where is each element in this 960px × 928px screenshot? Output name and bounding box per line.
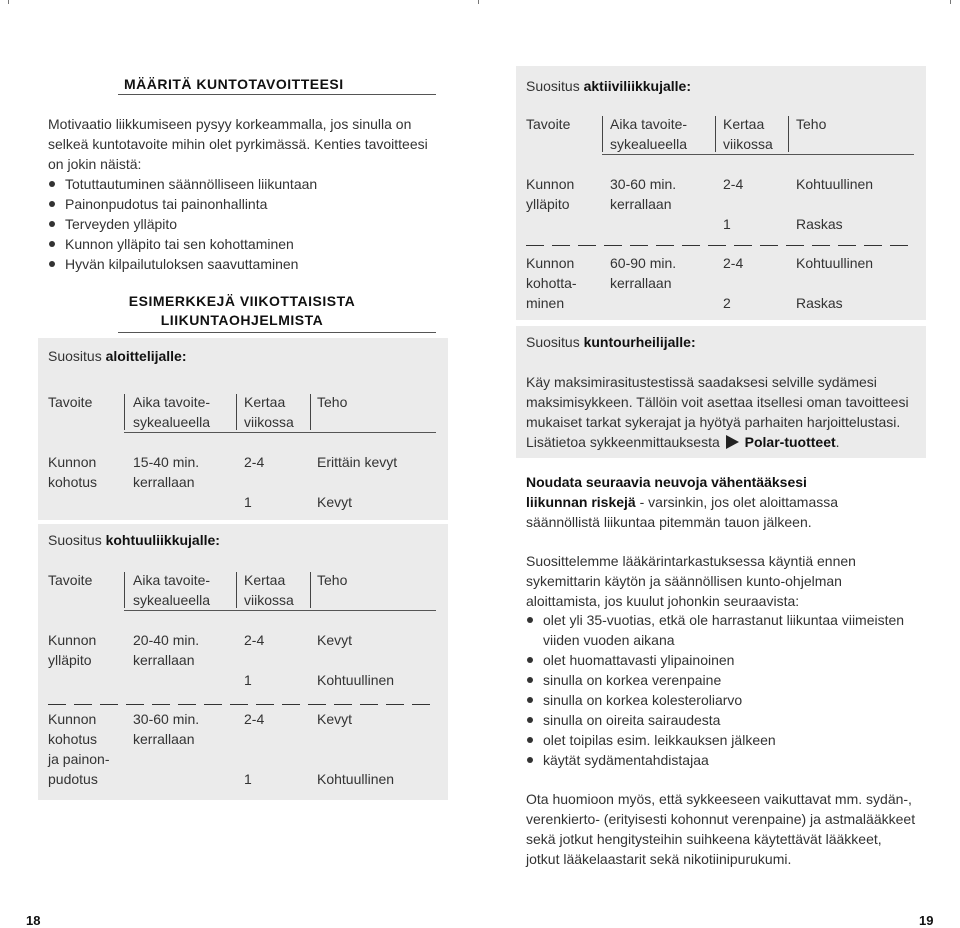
row-goal: Kunnon kohotus xyxy=(48,454,98,490)
row-intensity: Kevyt xyxy=(317,711,353,727)
header-rule xyxy=(124,610,436,611)
row-times: 2-4 xyxy=(723,176,744,192)
row-times: 1 xyxy=(244,672,252,688)
row-time: 20-40 min. kerrallaan xyxy=(133,632,200,668)
list-item: olet huomattavasti ylipainoinen xyxy=(526,650,904,670)
examples-title: ESIMERKKEJÄ VIIKOTTAISISTA LIIKUNTAOHJELMISTA xyxy=(128,293,356,328)
row-intensity: Raskas xyxy=(796,295,843,311)
row-intensity: Kohtuullinen xyxy=(317,771,395,787)
header-times: Kertaa viikossa xyxy=(244,394,294,430)
row-times: 1 xyxy=(244,771,252,787)
header-time: Aika tavoite- sykealueella xyxy=(133,572,211,608)
list-item: sinulla on korkea verenpaine xyxy=(526,670,904,690)
header-goal: Tavoite xyxy=(48,394,93,410)
beginners-table xyxy=(38,338,448,520)
row-goal: Kunnon kohotta- minen xyxy=(526,255,577,311)
list-item: Painonpudotus tai painonhallinta xyxy=(48,194,317,214)
row-intensity: Kohtuullinen xyxy=(796,176,874,192)
page-number-left: 18 xyxy=(26,913,41,928)
row-intensity: Erittäin kevyt xyxy=(317,454,398,470)
header-times: Kertaa viikossa xyxy=(723,116,773,152)
active-table xyxy=(516,66,926,320)
row-times: 2 xyxy=(723,295,731,311)
column-divider xyxy=(310,572,311,608)
crop-mark xyxy=(8,0,9,4)
row-goal: Kunnon kohotus ja painon- pudotus xyxy=(48,711,110,787)
row-intensity: Kevyt xyxy=(317,494,353,510)
examples-rule xyxy=(118,332,436,333)
column-divider xyxy=(124,572,125,608)
list-item: olet toipilas esim. leikkauksen jälkeen xyxy=(526,730,904,750)
header-rule xyxy=(124,432,436,433)
table-caption: Suositus aloittelijalle: xyxy=(48,348,187,364)
column-divider xyxy=(715,116,716,152)
list-item: sinulla on korkea kolesteroliarvo xyxy=(526,690,904,710)
row-times: 2-4 xyxy=(244,711,265,727)
arrow-right-icon xyxy=(726,435,739,449)
list-item: Totuttautuminen säännölliseen liikuntaan xyxy=(48,174,317,194)
crop-mark xyxy=(950,0,951,4)
header-time: Aika tavoite- sykealueella xyxy=(133,394,211,430)
title-rule xyxy=(118,94,436,95)
row-intensity: Raskas xyxy=(796,216,843,232)
risk-list xyxy=(526,610,904,770)
crop-mark xyxy=(478,0,479,4)
page-title: MÄÄRITÄ KUNTOTAVOITTEESI xyxy=(124,76,344,92)
header-intensity: Teho xyxy=(317,394,348,410)
risk-advice: Noudata seuraavia neuvoja vähentääksesi liikunnan riskejä - varsinkin, jos olet aloittamassa säännöllistä liikuntaa pitemmän tauon jälkeen. xyxy=(526,474,839,530)
header-time: Aika tavoite- sykealueella xyxy=(610,116,688,152)
athletes-text: Käy maksimirasitustestissä saadaksesi selville sydämesi maksimisykkeen. Tällöin voit asettaa itsellesi oman tavoitteesi mukaiset tarkat sykerajat ja hyötyä parhaiten harjoittelustasi. Lisätietoa sykkeenmittauksesta Polar-tuotteet. xyxy=(526,374,909,450)
row-times: 2-4 xyxy=(244,454,265,470)
column-divider xyxy=(236,572,237,608)
row-time: 30-60 min. kerrallaan xyxy=(610,176,677,212)
row-intensity: Kevyt xyxy=(317,632,353,648)
list-item: Kunnon ylläpito tai sen kohottaminen xyxy=(48,234,317,254)
box-caption: Suositus kuntourheilijalle: xyxy=(526,334,696,350)
goal-list xyxy=(48,174,317,274)
intro-text: Motivaatio liikkumiseen pysyy korkeammalla, jos sinulla on selkeä kuntotavoite mihin olet pyrkimässä. Kenties tavoitteesi on jokin näistä: xyxy=(48,116,428,172)
page-number-right: 19 xyxy=(919,913,934,928)
header-goal: Tavoite xyxy=(526,116,571,132)
header-intensity: Teho xyxy=(796,116,827,132)
athletes-box xyxy=(516,326,926,458)
row-goal: Kunnon ylläpito xyxy=(48,632,97,668)
row-time: 60-90 min. kerrallaan xyxy=(610,255,677,291)
row-separator xyxy=(48,704,438,705)
medication-note: Ota huomioon myös, että sykkeeseen vaikuttavat mm. sydän-, verenkierto- (erityisesti kohonnut verenpaine) ja astmalääkkeet sekä jotkut hengitysteihin suihkeena käytettävät lääkkeet, jotkut lääkelaastarit sekä nikotiinipurukumi. xyxy=(526,791,916,867)
table-caption: Suositus aktiiviliikkujalle: xyxy=(526,78,691,94)
list-item: Terveyden ylläpito xyxy=(48,214,317,234)
list-item: sinulla on oireita sairaudesta xyxy=(526,710,904,730)
list-item: Hyvän kilpailutuloksen saavuttaminen xyxy=(48,254,317,274)
row-times: 1 xyxy=(723,216,731,232)
row-intensity: Kohtuullinen xyxy=(796,255,874,271)
column-divider xyxy=(124,394,125,430)
column-divider xyxy=(602,116,603,152)
list-item: käytät sydämentahdistajaa xyxy=(526,750,904,770)
row-separator xyxy=(526,245,916,246)
row-times: 2-4 xyxy=(244,632,265,648)
row-goal: Kunnon ylläpito xyxy=(526,176,575,212)
row-time: 30-60 min. kerrallaan xyxy=(133,711,200,747)
header-intensity: Teho xyxy=(317,572,348,588)
list-item: olet yli 35-vuotias, etkä ole harrastanut liikuntaa viimeisten viiden vuoden aikana xyxy=(526,610,904,650)
column-divider xyxy=(310,394,311,430)
header-times: Kertaa viikossa xyxy=(244,572,294,608)
polar-products-link[interactable]: Polar-tuotteet xyxy=(744,434,836,450)
table-caption: Suositus kohtuuliikkujalle: xyxy=(48,532,220,548)
doctor-text: Suosittelemme lääkärintarkastuksessa käyntiä ennen sykemittarin käytön ja säännöllisen kunto-ohjelman aloittamista, jos kuulut johonkin seuraavista: xyxy=(526,553,856,609)
row-intensity: Kohtuullinen xyxy=(317,672,395,688)
row-times: 2-4 xyxy=(723,255,744,271)
moderate-table xyxy=(38,524,448,800)
column-divider xyxy=(788,116,789,152)
column-divider xyxy=(236,394,237,430)
row-time: 15-40 min. kerrallaan xyxy=(133,454,200,490)
header-rule xyxy=(602,154,914,155)
row-times: 1 xyxy=(244,494,252,510)
header-goal: Tavoite xyxy=(48,572,93,588)
